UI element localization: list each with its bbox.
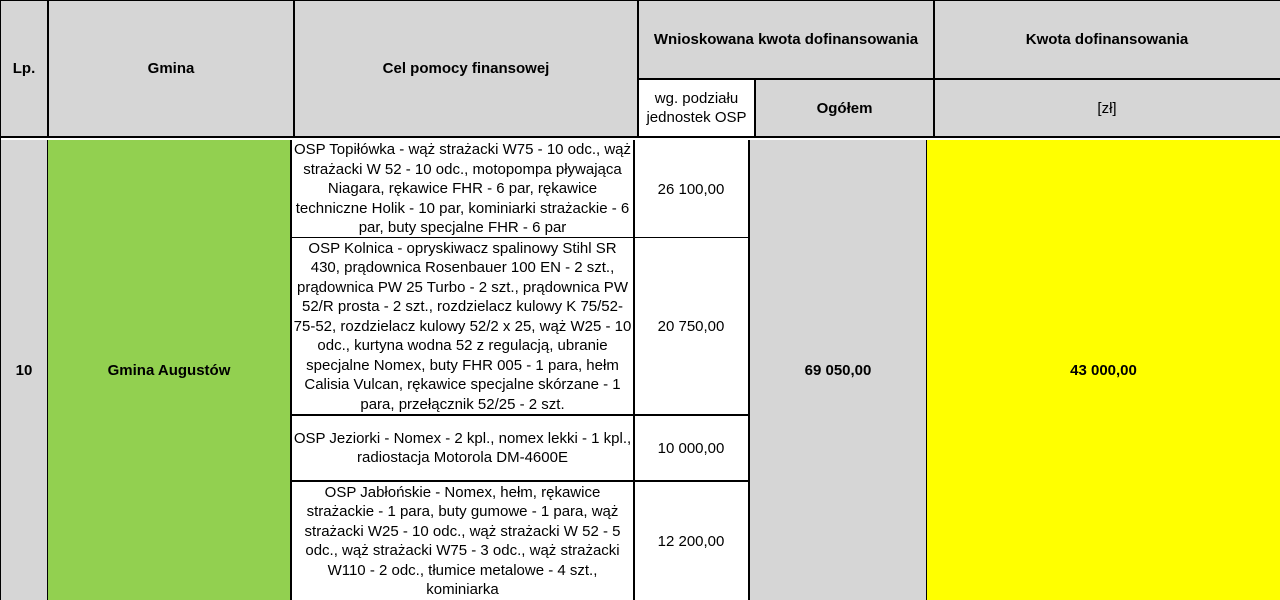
grid-line	[290, 140, 292, 600]
grid-line	[0, 0, 1, 600]
grid-line	[926, 140, 927, 600]
grid-line	[748, 140, 750, 600]
row-kwota-3: 10 000,00	[657, 439, 725, 457]
row-kwota-1: 26 100,00	[657, 180, 725, 198]
grid-line	[293, 0, 295, 137]
grid-line	[291, 414, 749, 416]
grid-line	[933, 0, 935, 137]
header-wg-podzialu: wg. podziału jednostek OSP	[638, 79, 755, 137]
row-gmina: Gmina Augustów	[48, 140, 290, 600]
row-cel-4: OSP Jabłońskie - Nomex, hełm, rękawice strażackie - 1 para, buty gumowe - 1 para, wąż strażacki W25 - 10 odc., wąż strażacki W 52 - 5 odc., wąż strażacki W75 - 3 odc., wąż strażacki W110 - 2 odc., tłumice metalowe - 4 szt., kominiarka	[304, 483, 621, 598]
row-lp: 10	[0, 140, 48, 600]
header-cel: Cel pomocy finansowej	[294, 0, 638, 137]
header-wnioskowana: Wnioskowana kwota dofinansowania	[638, 0, 934, 79]
grid-line	[47, 0, 49, 137]
row-cel-3: OSP Jeziorki - Nomex - 2 kpl., nomex lekki - 1 kpl., radiostacja Motorola DM-4600E	[293, 429, 632, 466]
row-ogolem: 69 050,00	[749, 140, 927, 600]
header-lp: Lp.	[0, 0, 48, 137]
header-unit: [zł]	[934, 79, 1280, 137]
header-kwota: Kwota dofinansowania	[934, 0, 1280, 79]
grid-line	[633, 140, 635, 600]
grid-line	[291, 480, 749, 482]
header-gmina: Gmina	[48, 0, 294, 137]
grid-line	[47, 140, 48, 600]
row-cel-1: OSP Topiłówka - wąż strażacki W75 - 10 odc., wąż strażacki W 52 - 10 odc., motopompa pływająca Niagara, rękawice FHR - 6 par, rękawice techniczne Holik - 10 par, kominiarki strażackie - 6 par, buty specjalne FHR - 6 par	[293, 141, 632, 237]
row-kwota-dofinansowania: 43 000,00	[927, 140, 1280, 600]
row-kwota-2: 20 750,00	[657, 318, 725, 335]
grid-line	[0, 136, 1280, 138]
grid-line	[638, 78, 1280, 80]
header-ogolem: Ogółem	[755, 79, 934, 137]
grid-line	[0, 0, 1280, 1]
row-kwota-4: 12 200,00	[657, 532, 725, 550]
grid-line	[754, 79, 756, 137]
row-cel-2: OSP Kolnica - opryskiwacz spalinowy Stihl SR 430, prądownica Rosenbauer 100 EN - 2 szt., prądownica PW 25 Turbo - 2 szt., prądownica PW 52/R prosta - 2 szt., rozdzielacz kulowy K 75/52-75-52, rozdzielacz kulowy 52/2 x 25, wąż W25 - 10 odc., kurtyna wodna 52 z regulacją, ubranie specjalne Nomex, buty FHR 005 - 1 para, hełm Calisia Vulcan, rękawice specjalne skórzane - 1 para, przełącznik 52/25 - 2 szt.	[293, 239, 632, 413]
grid-line	[637, 0, 639, 137]
grid-line	[291, 237, 749, 238]
